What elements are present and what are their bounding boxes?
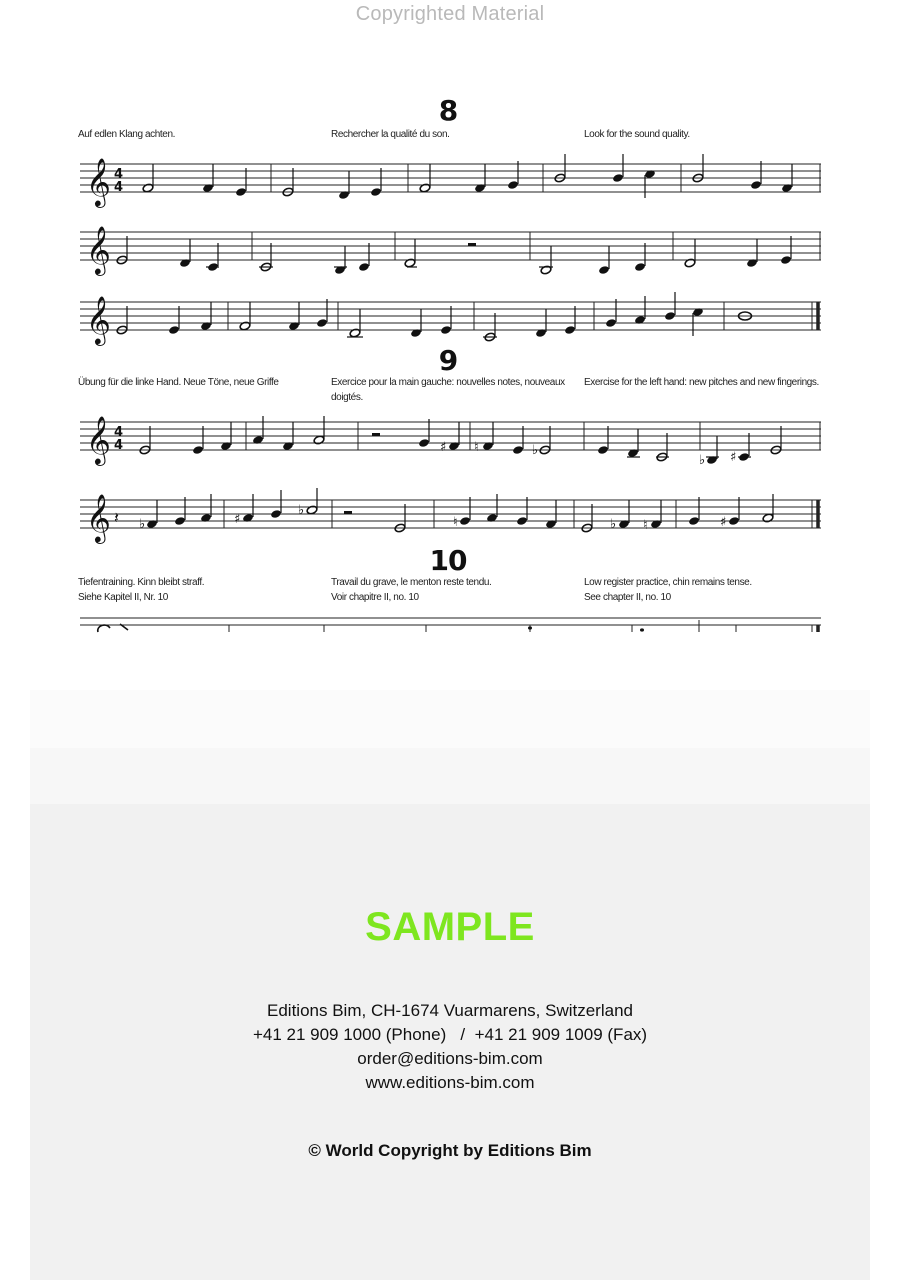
svg-text:𝄞: 𝄞 xyxy=(86,225,111,274)
publisher-email: order@editions-bim.com xyxy=(357,1049,543,1068)
exercise-8-number: 8 xyxy=(438,94,458,127)
svg-text:𝄞: 𝄞 xyxy=(86,493,111,542)
exercise-10-number: 10 xyxy=(429,544,467,577)
exercise-10-instruction-fr xyxy=(331,575,576,605)
copyrighted-material-watermark: Copyrighted Material xyxy=(355,3,545,25)
exercise-8-instruction-de: Auf edlen Klang achten. xyxy=(78,129,175,140)
exercise-9-instruction-en: Exercise for the left hand: new pitches and new fingerings. xyxy=(584,377,819,388)
exercise-10-instruction-fr-line1: Travail du grave, le menton reste tendu. xyxy=(331,577,492,588)
svg-text:♯: ♯ xyxy=(440,440,447,455)
svg-text:♭: ♭ xyxy=(139,517,146,532)
panel-fade-middle xyxy=(30,748,870,808)
exercise-10-instruction-de-line1: Tiefentraining. Kinn bleibt straff. xyxy=(78,577,205,588)
exercise-10-instruction-en xyxy=(584,575,829,605)
panel-fade-top xyxy=(30,690,870,750)
svg-text:4: 4 xyxy=(114,438,124,453)
svg-text:♮: ♮ xyxy=(643,518,648,533)
staff-system-9-2 xyxy=(76,488,826,548)
exercise-10-instruction-de-line2: Siehe Kapitel II, Nr. 10 xyxy=(78,592,168,603)
svg-text:𝄞: 𝄞 xyxy=(86,415,111,464)
copyright-notice: © World Copyright by Editions Bim xyxy=(308,1141,592,1160)
publisher-address: Editions Bim, CH-1674 Vuarmarens, Switzerland xyxy=(267,1001,633,1020)
svg-text:♭: ♭ xyxy=(610,517,617,532)
staff-system-9-1 xyxy=(76,410,826,470)
svg-text:4: 4 xyxy=(114,425,124,440)
exercise-10-instruction-de xyxy=(78,575,323,605)
svg-text:𝄞: 𝄞 xyxy=(86,295,111,344)
staff-system-10-1-partial xyxy=(76,606,826,636)
exercise-10-instruction-fr-line2: Voir chapitre II, no. 10 xyxy=(331,592,419,603)
staff-system-8-2 xyxy=(76,220,826,280)
publisher-website: www.editions-bim.com xyxy=(365,1073,535,1092)
exercise-9-number: 9 xyxy=(438,344,458,377)
svg-text:𝄞: 𝄞 xyxy=(86,157,111,206)
exercise-10-instruction-en-line2: See chapter II, no. 10 xyxy=(584,592,671,603)
svg-text:♮: ♮ xyxy=(474,440,479,455)
svg-text:4: 4 xyxy=(114,167,124,182)
svg-text:♯: ♯ xyxy=(730,450,737,465)
publisher-phone-fax: +41 21 909 1000 (Phone) / +41 21 909 1009 (Fax) xyxy=(252,1025,648,1044)
svg-text:♭: ♭ xyxy=(532,443,539,458)
exercise-9-instruction-de: Übung für die linke Hand. Neue Töne, neue Griffe xyxy=(78,377,279,388)
staff-system-8-3 xyxy=(76,290,826,350)
svg-text:♯: ♯ xyxy=(234,512,241,527)
svg-text:𝄽: 𝄽 xyxy=(114,508,119,527)
svg-text:♮: ♮ xyxy=(453,515,458,530)
svg-text:4: 4 xyxy=(114,180,124,195)
sample-label: SAMPLE xyxy=(365,905,535,949)
staff-system-8-1 xyxy=(76,152,826,212)
svg-text:♭: ♭ xyxy=(298,503,305,518)
svg-text:♯: ♯ xyxy=(720,515,727,530)
exercise-8-instruction-en: Look for the sound quality. xyxy=(584,129,690,140)
svg-text:♭: ♭ xyxy=(699,453,706,468)
exercise-9-instruction-fr: Exercice pour la main gauche: nouvelles notes, nouveaux doigtés. xyxy=(331,377,565,403)
exercise-8-instruction-fr: Rechercher la qualité du son. xyxy=(331,129,450,140)
exercise-10-instruction-en-line1: Low register practice, chin remains tense. xyxy=(584,577,752,588)
